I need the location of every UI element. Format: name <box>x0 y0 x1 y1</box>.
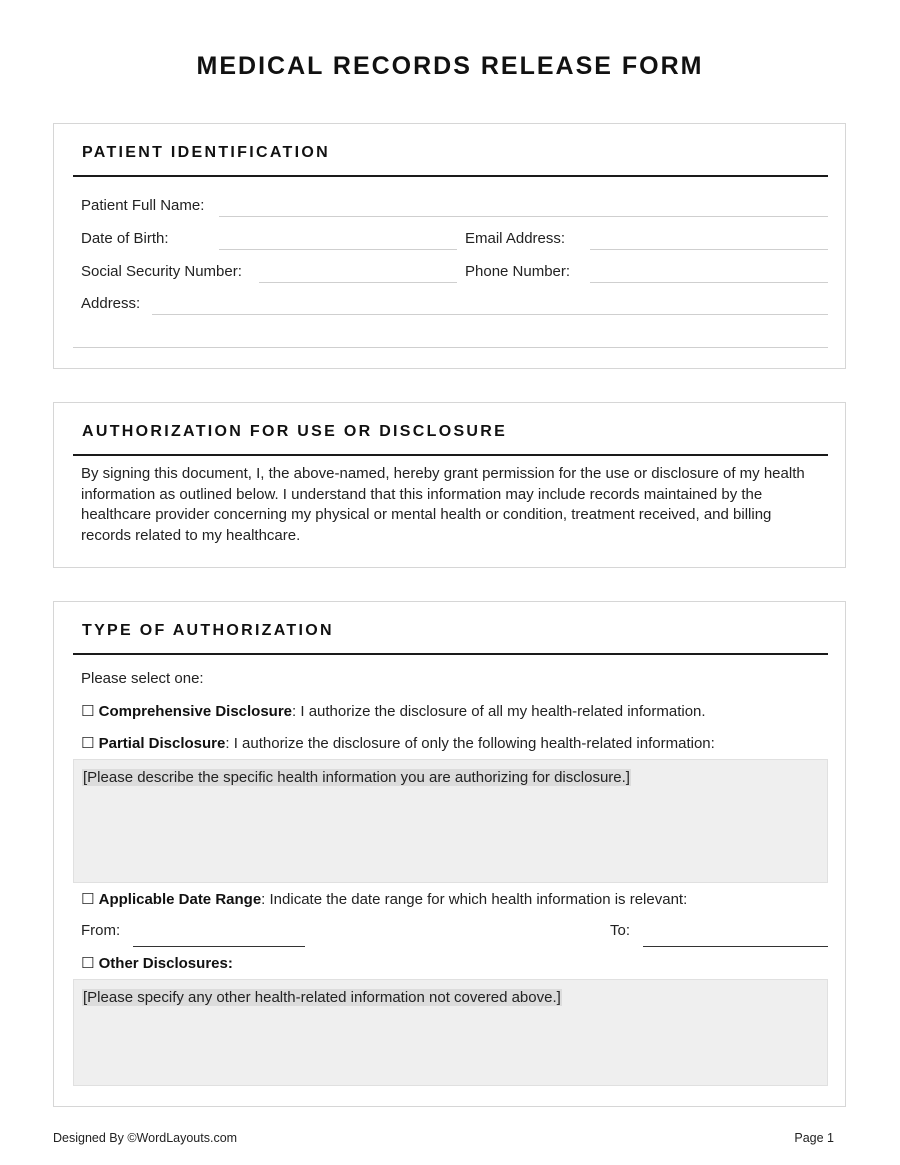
page-number: Page 1 <box>794 1131 834 1145</box>
other-checkbox[interactable]: ☐ <box>81 955 95 972</box>
comprehensive-checkbox[interactable]: ☐ <box>81 703 95 720</box>
dob-field[interactable] <box>219 249 457 250</box>
date-range-label: Applicable Date Range <box>98 891 262 908</box>
section-divider <box>73 175 828 177</box>
partial-placeholder: [Please describe the specific health information you are authorizing for disclosure.] <box>83 769 630 786</box>
partial-text: : I authorize the disclosure of only the following health-related information: <box>225 735 715 752</box>
section-heading: PATIENT IDENTIFICATION <box>82 144 330 161</box>
form-title: MEDICAL RECORDS RELEASE FORM <box>196 52 704 80</box>
date-range-checkbox[interactable]: ☐ <box>81 891 95 908</box>
from-field[interactable] <box>133 946 305 947</box>
patient-identification-section <box>53 123 846 369</box>
phone-label: Phone Number: <box>465 263 571 280</box>
other-description-box[interactable] <box>73 979 828 1086</box>
to-label: To: <box>610 922 631 939</box>
full-name-field[interactable] <box>219 216 828 217</box>
ssn-label: Social Security Number: <box>81 263 242 280</box>
comprehensive-text: : I authorize the disclosure of all my health-related information. <box>292 703 706 720</box>
comprehensive-option <box>81 702 706 720</box>
partial-option <box>81 734 715 752</box>
type-of-authorization-section <box>53 601 846 1107</box>
authorization-section <box>53 402 846 568</box>
partial-description-box[interactable] <box>73 759 828 883</box>
to-field[interactable] <box>643 946 828 947</box>
email-label: Email Address: <box>465 230 566 247</box>
phone-field[interactable] <box>590 282 828 283</box>
address-label: Address: <box>81 295 141 312</box>
date-range-text: : Indicate the date range for which health information is relevant: <box>261 891 688 908</box>
dob-label: Date of Birth: <box>81 230 169 247</box>
date-range-option <box>81 890 687 908</box>
section-heading: AUTHORIZATION FOR USE OR DISCLOSURE <box>82 423 508 440</box>
section-divider <box>73 454 828 456</box>
full-name-label: Patient Full Name: <box>81 197 205 214</box>
section-divider <box>73 653 828 655</box>
other-option <box>81 954 233 972</box>
select-prompt: Please select one: <box>81 670 204 687</box>
partial-label: Partial Disclosure <box>98 735 226 752</box>
authorization-paragraph: By signing this document, I, the above-named, hereby grant permission for the use or disclosure of my health information as outlined below. I understand that this information may include records maintained by the healthcare provider concerning my physical or mental health or condition, treatment received, and billing records related to my healthcare. <box>81 465 805 544</box>
section-heading: TYPE OF AUTHORIZATION <box>82 622 334 639</box>
comprehensive-label: Comprehensive Disclosure <box>98 703 293 720</box>
email-field[interactable] <box>590 249 828 250</box>
other-placeholder: [Please specify any other health-related information not covered above.] <box>83 989 561 1006</box>
other-label: Other Disclosures: <box>98 955 233 972</box>
from-label: From: <box>81 922 121 939</box>
ssn-field[interactable] <box>259 282 457 283</box>
footer-credit: Designed By ©WordLayouts.com <box>53 1131 238 1145</box>
address-field[interactable] <box>152 314 828 315</box>
address-field-line-2[interactable] <box>73 347 828 348</box>
partial-checkbox[interactable]: ☐ <box>81 735 95 752</box>
